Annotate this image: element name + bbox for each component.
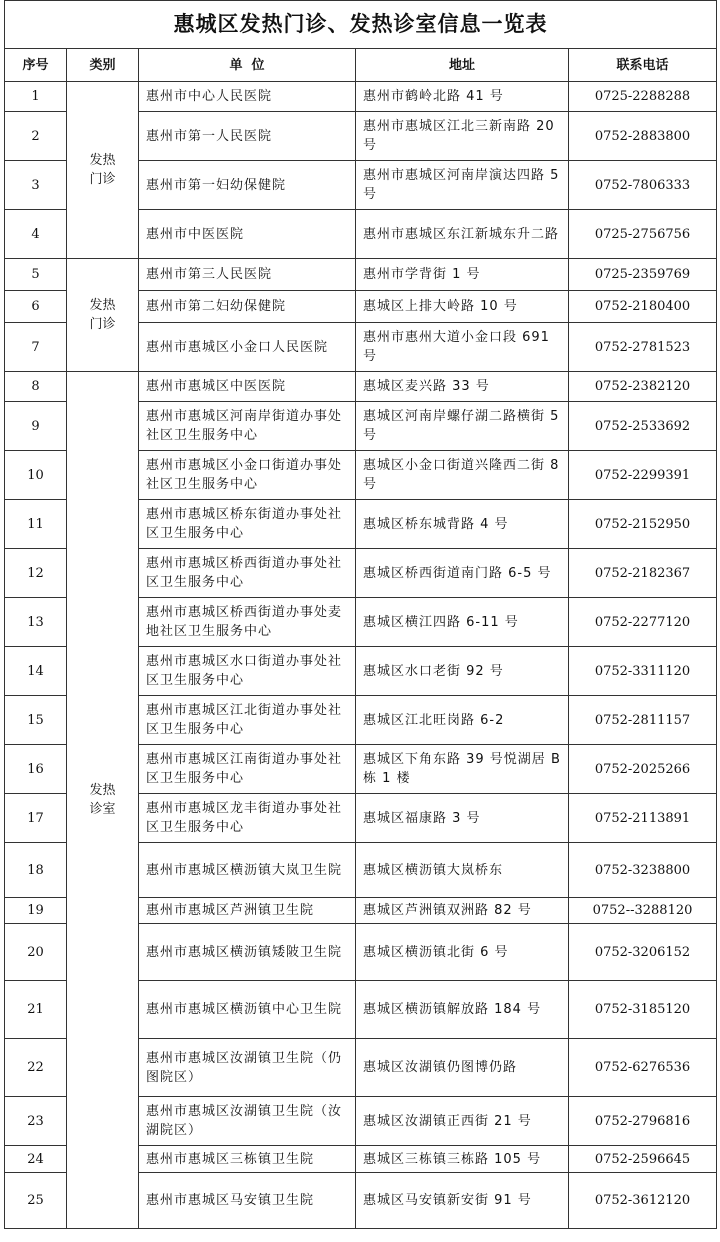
- category-line: 发热: [89, 153, 116, 168]
- row-no: 19: [5, 898, 67, 924]
- row-address: 惠州市惠城区河南岸演达四路 5 号: [356, 161, 569, 210]
- row-address: 惠城区横江四路 6-11 号: [356, 598, 569, 647]
- row-no: 2: [5, 112, 67, 161]
- header-address: 地址: [356, 49, 569, 82]
- category-fever-clinic-2: [67, 259, 139, 372]
- row-address: 惠城区汝湖镇正西街 21 号: [356, 1097, 569, 1146]
- row-no: 17: [5, 794, 67, 843]
- row-unit: 惠州市惠城区汝湖镇卫生院（仍图院区）: [139, 1039, 356, 1097]
- row-unit: 惠州市惠城区桥西街道办事处社区卫生服务中心: [139, 549, 356, 598]
- row-address: 惠城区水口老街 92 号: [356, 647, 569, 696]
- row-phone: 0752-3238800: [569, 843, 717, 898]
- row-no: 1: [5, 82, 67, 112]
- row-address: 惠城区福康路 3 号: [356, 794, 569, 843]
- row-unit: 惠州市惠城区江南街道办事处社区卫生服务中心: [139, 745, 356, 794]
- table-title: 惠城区发热门诊、发热诊室信息一览表: [5, 1, 717, 49]
- row-address: 惠城区桥东城背路 4 号: [356, 500, 569, 549]
- row-phone: 0752-2152950: [569, 500, 717, 549]
- row-address: 惠城区马安镇新安街 91 号: [356, 1173, 569, 1229]
- row-unit: 惠州市惠城区桥东街道办事处社区卫生服务中心: [139, 500, 356, 549]
- row-phone: 0752-3612120: [569, 1173, 717, 1229]
- category-fever-room: [67, 372, 139, 1229]
- row-phone: 0752-6276536: [569, 1039, 717, 1097]
- row-unit: 惠州市惠城区芦洲镇卫生院: [139, 898, 356, 924]
- row-no: 5: [5, 259, 67, 291]
- row-phone: 0752-2182367: [569, 549, 717, 598]
- row-unit: 惠州市惠城区马安镇卫生院: [139, 1173, 356, 1229]
- row-unit: 惠州市惠城区横沥镇中心卫生院: [139, 981, 356, 1039]
- row-address: 惠城区河南岸螺仔湖二路横街 5 号: [356, 402, 569, 451]
- row-phone: 0752-2382120: [569, 372, 717, 402]
- row-no: 22: [5, 1039, 67, 1097]
- header-row: [5, 49, 717, 82]
- row-phone: 0752--3288120: [569, 898, 717, 924]
- row-unit: 惠州市惠城区横沥镇矮陂卫生院: [139, 924, 356, 981]
- row-address: 惠城区江北旺岗路 6-2: [356, 696, 569, 745]
- row-phone: 0752-2781523: [569, 323, 717, 372]
- row-address: 惠州市惠城区东江新城东升二路: [356, 210, 569, 259]
- row-address: 惠州市鹤岭北路 41 号: [356, 82, 569, 112]
- row-unit: 惠州市惠城区小金口街道办事处社区卫生服务中心: [139, 451, 356, 500]
- row-phone: 0752-3185120: [569, 981, 717, 1039]
- row-phone: 0752-7806333: [569, 161, 717, 210]
- info-table: [4, 0, 717, 1229]
- row-no: 13: [5, 598, 67, 647]
- row-no: 4: [5, 210, 67, 259]
- row-no: 10: [5, 451, 67, 500]
- row-address: 惠城区麦兴路 33 号: [356, 372, 569, 402]
- category-fever-clinic-1: [67, 82, 139, 259]
- row-unit: 惠州市惠城区汝湖镇卫生院（汝湖院区）: [139, 1097, 356, 1146]
- row-no: 3: [5, 161, 67, 210]
- row-no: 9: [5, 402, 67, 451]
- category-line: 门诊: [89, 172, 116, 187]
- row-no: 24: [5, 1146, 67, 1173]
- row-unit: 惠州市第一妇幼保健院: [139, 161, 356, 210]
- row-address: 惠城区芦洲镇双洲路 82 号: [356, 898, 569, 924]
- row-unit: 惠州市第二妇幼保健院: [139, 291, 356, 323]
- row-unit: 惠州市惠城区小金口人民医院: [139, 323, 356, 372]
- row-address: 惠城区桥西街道南门路 6-5 号: [356, 549, 569, 598]
- row-unit: 惠州市惠城区龙丰街道办事处社区卫生服务中心: [139, 794, 356, 843]
- row-no: 14: [5, 647, 67, 696]
- row-address: 惠城区小金口街道兴隆西二街 8 号: [356, 451, 569, 500]
- row-unit: 惠州市惠城区江北街道办事处社区卫生服务中心: [139, 696, 356, 745]
- row-phone: 0752-2025266: [569, 745, 717, 794]
- row-unit: 惠州市惠城区横沥镇大岚卫生院: [139, 843, 356, 898]
- header-phone: 联系电话: [569, 49, 717, 82]
- row-address: 惠城区横沥镇北街 6 号: [356, 924, 569, 981]
- row-unit: 惠州市惠城区桥西街道办事处麦地社区卫生服务中心: [139, 598, 356, 647]
- table-row: [5, 82, 717, 112]
- row-unit: 惠州市中医医院: [139, 210, 356, 259]
- row-unit: 惠州市第三人民医院: [139, 259, 356, 291]
- row-phone: 0752-2180400: [569, 291, 717, 323]
- row-address: 惠城区汝湖镇仍图博仍路: [356, 1039, 569, 1097]
- row-no: 7: [5, 323, 67, 372]
- row-phone: 0752-2533692: [569, 402, 717, 451]
- row-no: 11: [5, 500, 67, 549]
- row-phone: 0752-2299391: [569, 451, 717, 500]
- row-phone: 0752-2811157: [569, 696, 717, 745]
- row-no: 8: [5, 372, 67, 402]
- row-phone: 0752-2796816: [569, 1097, 717, 1146]
- row-address: 惠城区横沥镇大岚桥东: [356, 843, 569, 898]
- row-no: 20: [5, 924, 67, 981]
- row-unit: 惠州市惠城区河南岸街道办事处社区卫生服务中心: [139, 402, 356, 451]
- row-no: 12: [5, 549, 67, 598]
- header-no: 序号: [5, 49, 67, 82]
- row-phone: 0725-2288288: [569, 82, 717, 112]
- row-phone: 0725-2359769: [569, 259, 717, 291]
- row-unit: 惠州市第一人民医院: [139, 112, 356, 161]
- row-address: 惠城区下角东路 39 号悦湖居 B 栋 1 楼: [356, 745, 569, 794]
- table-row: [5, 259, 717, 291]
- row-address: 惠州市学背街 1 号: [356, 259, 569, 291]
- row-phone: 0752-2277120: [569, 598, 717, 647]
- row-no: 15: [5, 696, 67, 745]
- row-no: 23: [5, 1097, 67, 1146]
- row-address: 惠州市惠州大道小金口段 691 号: [356, 323, 569, 372]
- row-no: 16: [5, 745, 67, 794]
- row-no: 6: [5, 291, 67, 323]
- row-address: 惠州市惠城区江北三新南路 20 号: [356, 112, 569, 161]
- row-unit: 惠州市惠城区三栋镇卫生院: [139, 1146, 356, 1173]
- row-unit: 惠州市惠城区水口街道办事处社区卫生服务中心: [139, 647, 356, 696]
- row-no: 25: [5, 1173, 67, 1229]
- row-no: 21: [5, 981, 67, 1039]
- row-unit: 惠州市惠城区中医医院: [139, 372, 356, 402]
- category-line: 发热: [89, 783, 116, 798]
- row-phone: 0725-2756756: [569, 210, 717, 259]
- header-unit: 单 位: [139, 49, 356, 82]
- category-line: 发热: [89, 298, 116, 313]
- table-row: [5, 372, 717, 402]
- category-line: 门诊: [89, 317, 116, 332]
- row-address: 惠城区三栋镇三栋路 105 号: [356, 1146, 569, 1173]
- row-phone: 0752-2113891: [569, 794, 717, 843]
- row-phone: 0752-3311120: [569, 647, 717, 696]
- row-address: 惠城区横沥镇解放路 184 号: [356, 981, 569, 1039]
- row-phone: 0752-2883800: [569, 112, 717, 161]
- row-unit: 惠州市中心人民医院: [139, 82, 356, 112]
- row-phone: 0752-3206152: [569, 924, 717, 981]
- row-phone: 0752-2596645: [569, 1146, 717, 1173]
- category-line: 诊室: [89, 802, 116, 817]
- header-category: 类别: [67, 49, 139, 82]
- row-address: 惠城区上排大岭路 10 号: [356, 291, 569, 323]
- row-no: 18: [5, 843, 67, 898]
